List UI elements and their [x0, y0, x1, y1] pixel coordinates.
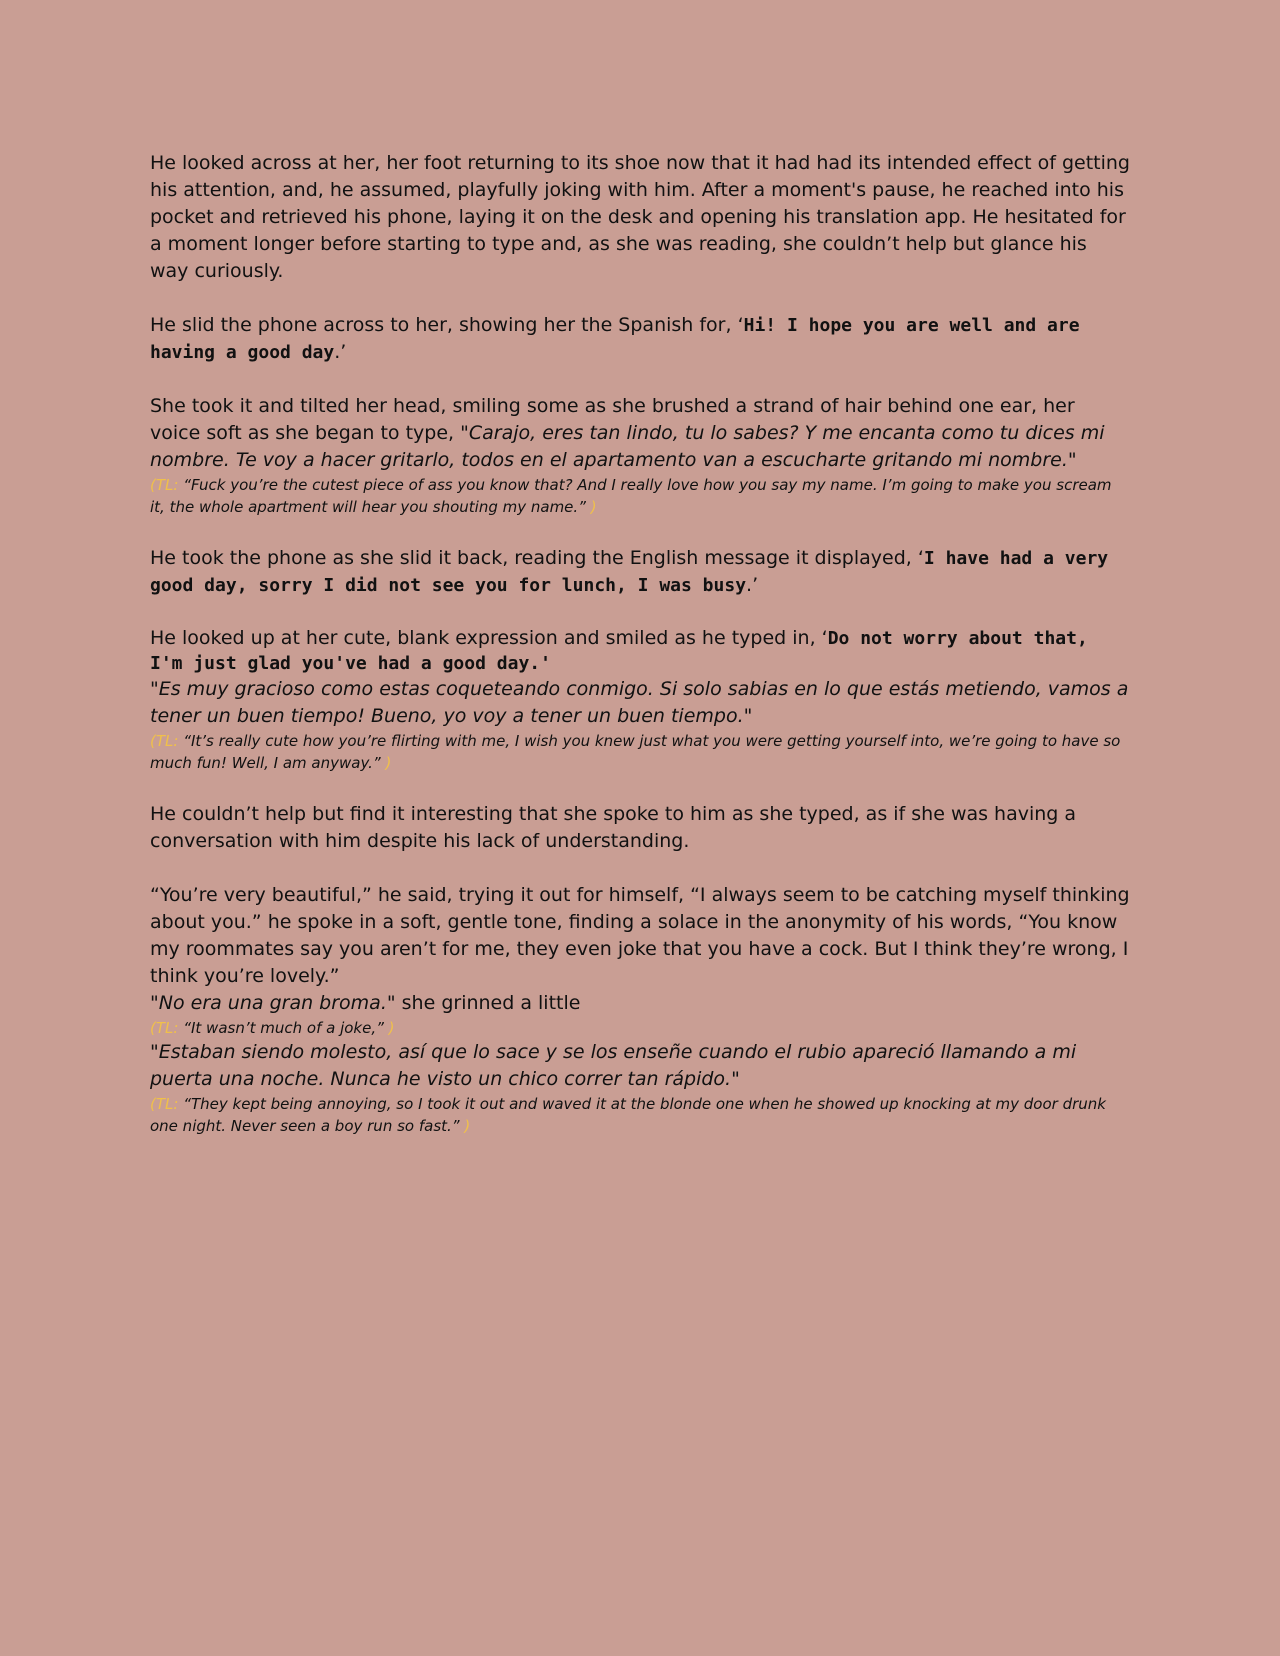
tl-close-marker: )	[383, 1019, 395, 1037]
narration-text: "	[1067, 449, 1077, 471]
narration-text: " she grinned a little	[386, 992, 581, 1014]
paragraph-2	[150, 312, 1130, 366]
tl-close-marker: )	[459, 1117, 471, 1135]
dialogue-line	[150, 990, 1130, 1017]
spanish-dialogue: Estaban siendo molesto, así que lo sace y se los enseñe cuando el rubio apareció llamando a mi puerta una noche. Nunca he visto un chico correr tan rápido.	[150, 1041, 1077, 1090]
narration-text: "	[731, 1068, 740, 1090]
narration-text: He took the phone as she slid it back, reading the English message it displayed, ‘	[150, 547, 924, 569]
narration-text: He slid the phone across to her, showing her the Spanish for, ‘	[150, 314, 744, 336]
translation-text: “It wasn’t much of a joke,”	[183, 1019, 384, 1037]
narration-text: .’	[334, 341, 347, 363]
paragraph-4	[150, 545, 1130, 599]
narration-text: He looked up at her cute, blank expression and smiled as he typed in, ‘	[150, 627, 828, 649]
translation-note	[150, 1017, 1130, 1039]
spanish-dialogue: Carajo, eres tan lindo, tu lo sabes? Y me encanta como tu dices mi nombre. Te voy a hacer gritarlo, todos en el apartamento van a escucharte gritando mi nombre.	[150, 422, 1105, 471]
translation-text: “It’s really cute how you’re flirting with me, I wish you knew just what you were getting yourself into, we’re going to have so much fun! Well, I am anyway.”	[150, 732, 1121, 772]
tl-open-marker: (TL:	[150, 476, 184, 494]
narration-text: "	[150, 992, 159, 1014]
tl-open-marker: (TL:	[150, 1095, 184, 1113]
translation-text: “They kept being annoying, so I took it out and waved it at the blonde one when he showed up knocking at my door drunk one night. Never seen a boy run so fast.”	[150, 1095, 1106, 1135]
translation-text: “Fuck you’re the cutest piece of ass you know that? And I really love how you say my name. I’m going to make you scream it, the whole apartment will hear you shouting my name.”	[150, 476, 1112, 516]
spanish-dialogue: No era una gran broma.	[158, 992, 387, 1014]
phone-message-text: I have had a very good day, sorry I did not see you for lunch, I was busy	[150, 548, 1109, 596]
narration-text: She took it and tilted her head, smiling some as she brushed a strand of hair behind one ear, her voice soft as she began to type, "	[150, 395, 1075, 444]
story-page	[150, 150, 1130, 1137]
paragraph-3	[150, 393, 1130, 474]
narration-text: .’	[746, 574, 759, 596]
translation-note	[150, 474, 1130, 518]
phone-message-text: Do not worry about that, I'm just glad you've had a good day.'	[150, 628, 1088, 674]
tl-open-marker: (TL:	[150, 732, 184, 750]
paragraph-7: “You’re very beautiful,” he said, trying it out for himself, “I always seem to be catching myself thinking about you.” he spoke in a soft, gentle tone, finding a solace in the anonymity of his words, “You know my roommates say you aren’t for me, they even joke that you have a cock. But I think they’re wrong, I think you’re lovely.”	[150, 884, 1130, 987]
tl-close-marker: )	[585, 498, 597, 516]
narration-text: "	[150, 1041, 159, 1063]
tl-close-marker: )	[380, 754, 392, 772]
paragraph-1: He looked across at her, her foot returning to its shoe now that it had had its intended effect of getting his attention, and, he assumed, playfully joking with him. After a moment's pause, he reached into his pocket and retrieved his phone, laying it on the desk and opening his translation app. He hesitated for a moment longer before starting to type and, as she was reading, she couldn’t help but glance his way curiously.	[150, 152, 1130, 282]
spanish-dialogue: "Es muy gracioso como estas coqueteando conmigo. Si solo sabias en lo que estás metiendo, vamos a tener un buen tiempo! Bueno, yo voy a tener un buen tiempo."	[150, 678, 1129, 727]
paragraph-5	[150, 626, 1130, 676]
translation-note	[150, 730, 1130, 774]
dialogue-line	[150, 1039, 1130, 1093]
tl-open-marker: (TL:	[150, 1019, 184, 1037]
phone-message-text: Hi! I hope you are well and are having a good day	[150, 315, 1080, 363]
paragraph-6: He couldn’t help but find it interesting that she spoke to him as she typed, as if she was having a conversation with him despite his lack of understanding.	[150, 803, 1077, 852]
translation-note	[150, 1093, 1130, 1137]
